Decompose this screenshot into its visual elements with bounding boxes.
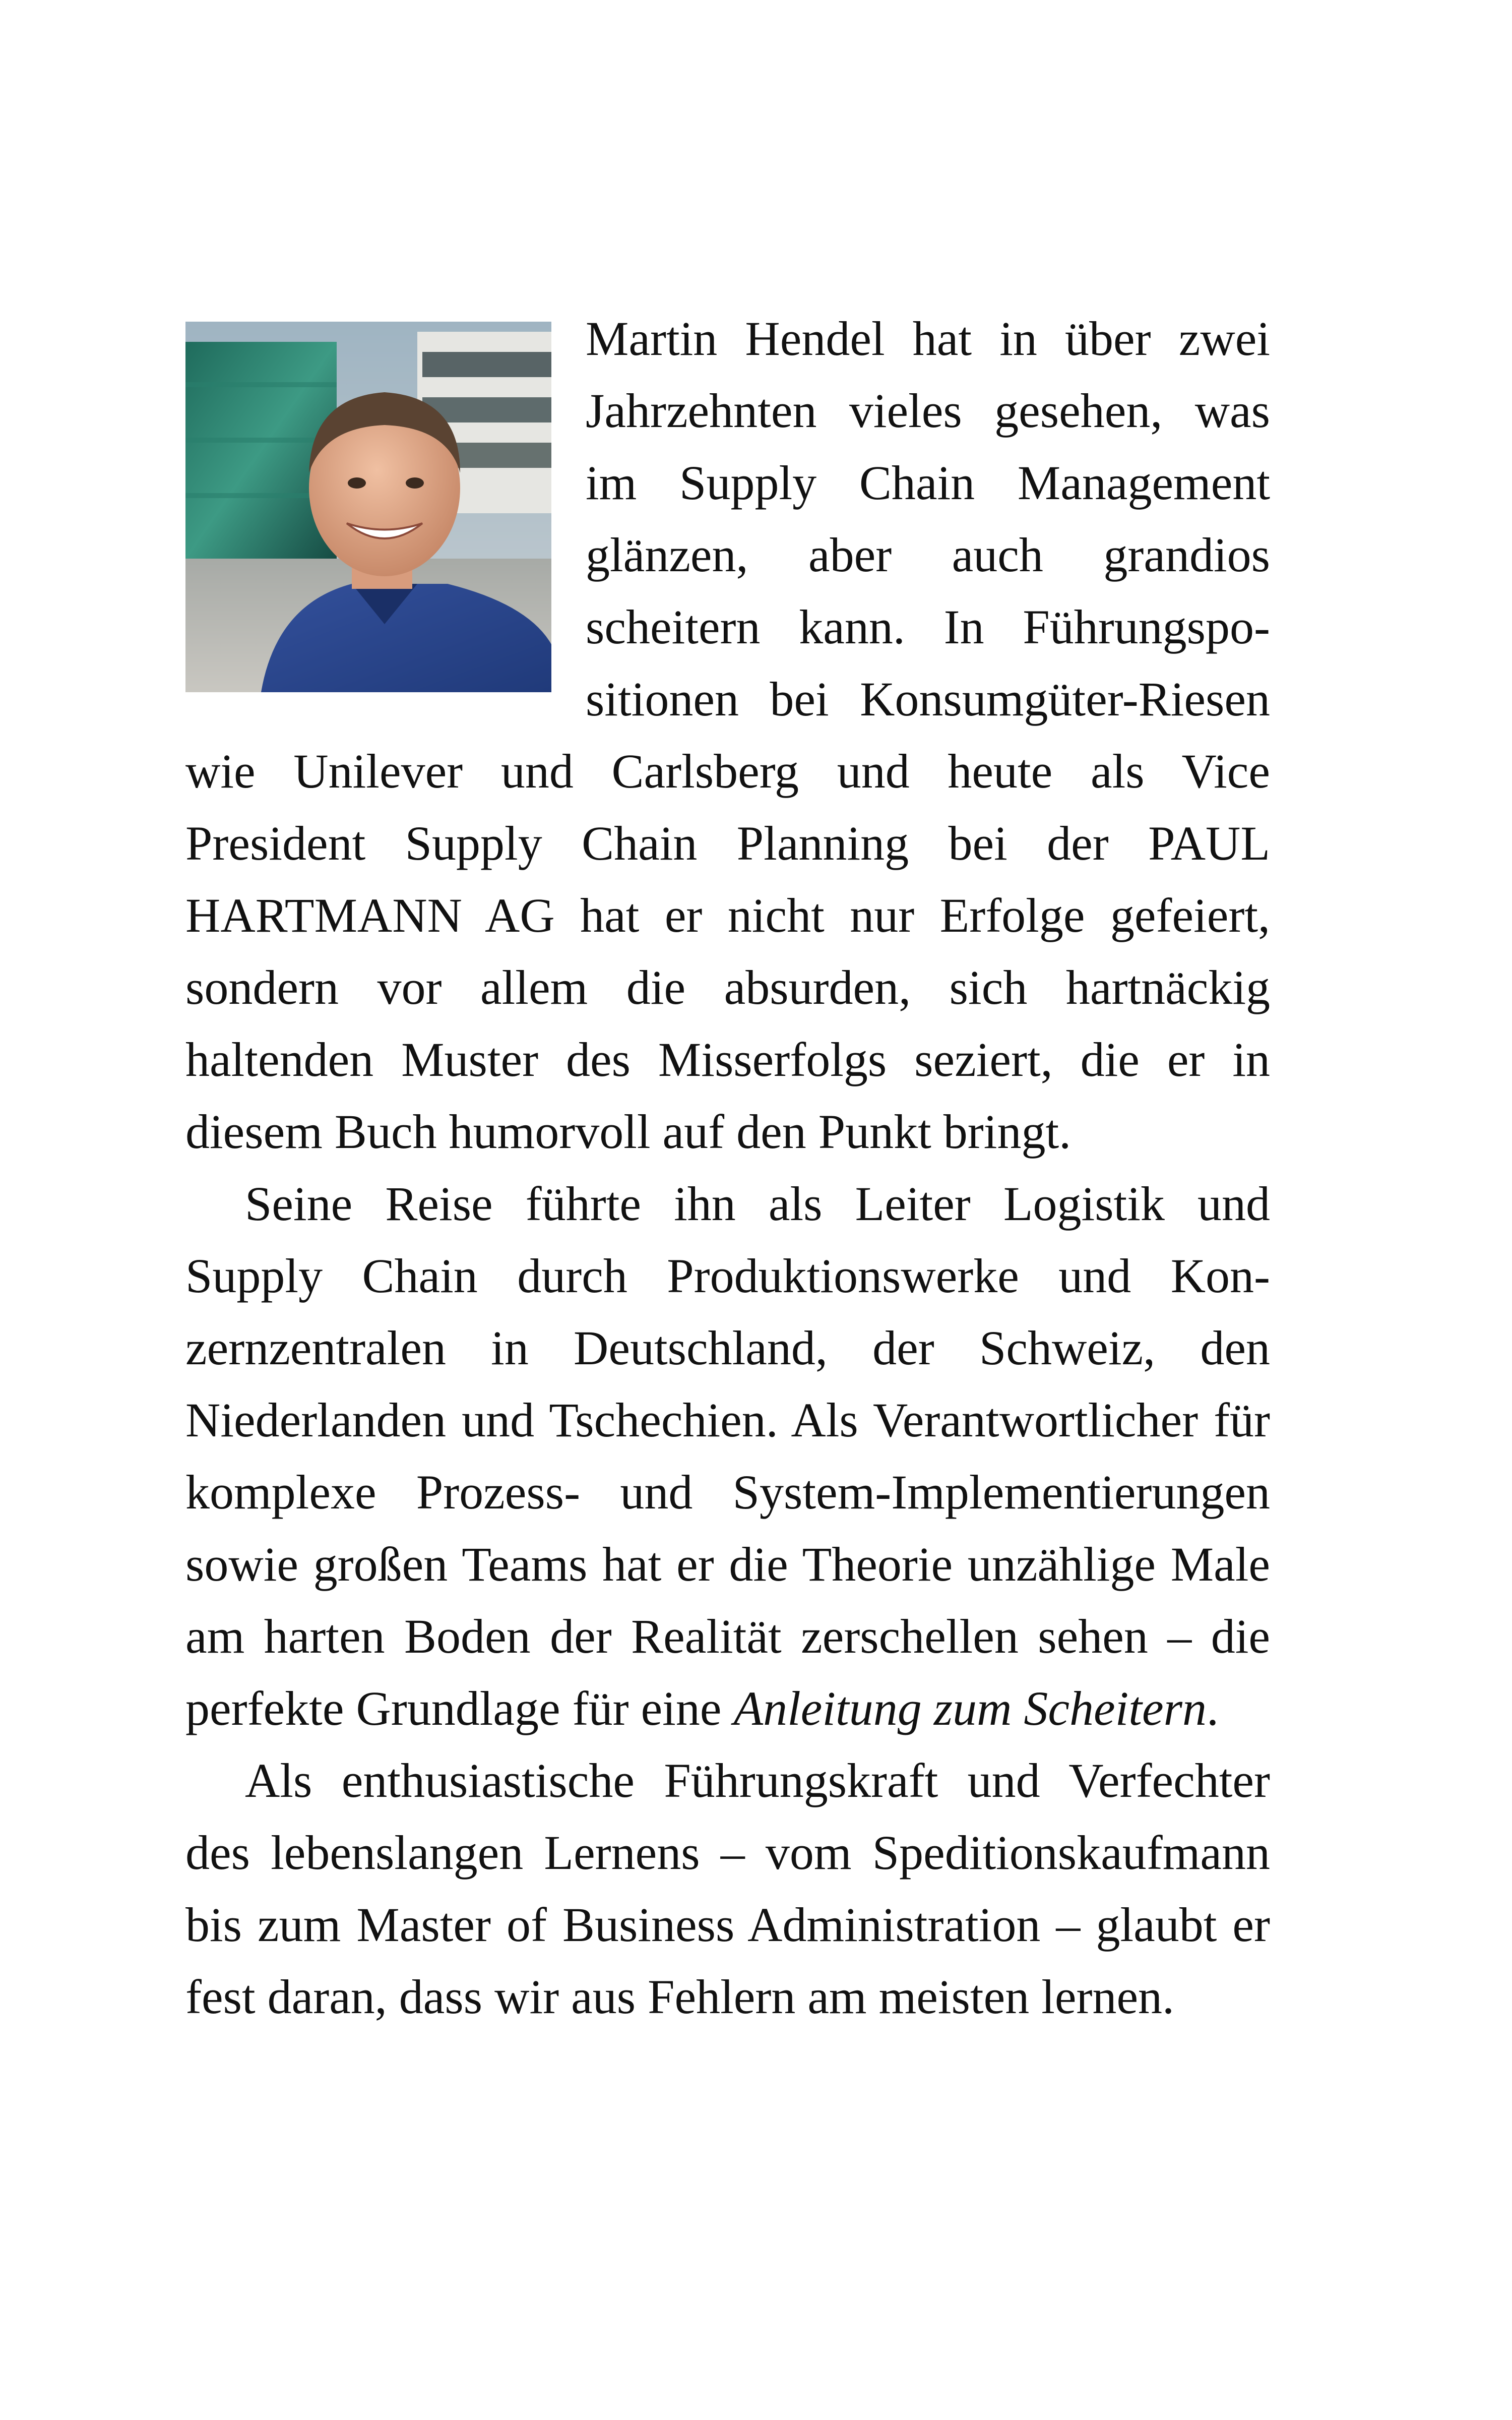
bio-paragraph-2 (185, 1168, 1270, 1744)
bio-paragraph-1: Martin Hendel hat in über zwei Jahrzehnten vieles gesehen, was im Supply Chain Management glänzen, aber auch grandios scheitern kann. In Führungspositionen bei Konsumgüter-Riesen wie Unilever und Carlsberg und heute als Vice President Supply Chain Planning bei der PAUL HARTMANN AG hat er nicht nur Erfolge gefeiert, sondern vor allem die absurden, sich hartnäckig haltenden Muster des Misserfolgs seziert, die er in diesem Buch humorvoll auf den Punkt bringt. (185, 312, 1270, 1159)
bio-paragraph-2-end: . (1206, 1681, 1219, 1735)
bio-paragraph-2-text: Seine Reise führte ihn als Leiter Logistik und Supply Chain durch Produktionswerke und Konzernzentralen in Deutschland, der Schweiz, den Niederlanden und Tschechien. Als Verantwortlicher für komplexe Prozess- und System-Implementierungen sowie großen Teams hat er die Theorie unzählige Male am harten Boden der Realität zerschellen sehen – die perfekte Grundlage für eine (185, 1177, 1270, 1735)
author-photo (185, 322, 551, 692)
author-bio-text (185, 302, 1270, 2033)
bio-paragraph-3: Als enthusiastische Führungskraft und Verfechter des lebenslangen Lernens – vom Speditionskaufmann bis zum Master of Business Administration – glaubt er fest daran, dass wir aus Fehlern am meisten lernen. (185, 1753, 1270, 2024)
book-title: Anleitung zum Scheitern (733, 1681, 1207, 1735)
